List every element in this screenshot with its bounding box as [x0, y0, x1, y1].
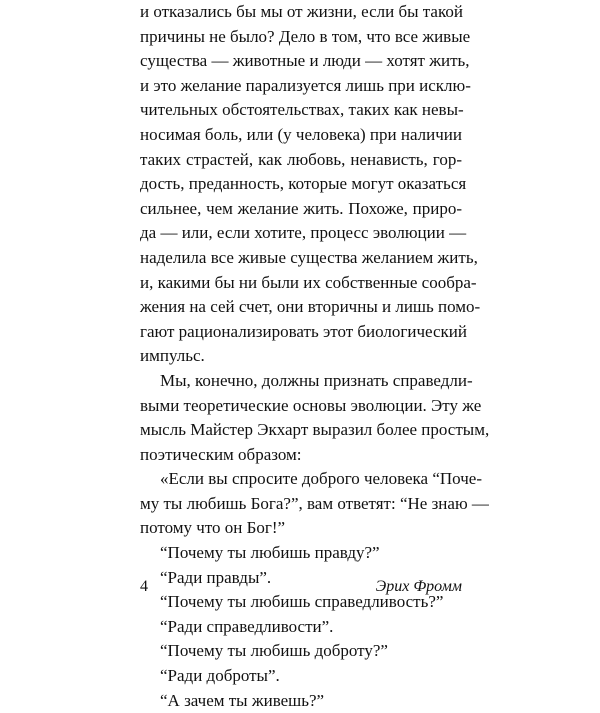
- text-line: и это желание парализуется лишь при исклю-: [140, 75, 471, 95]
- text-line: импульс.: [140, 346, 205, 366]
- text-line: жения на сей счет, они вторичны и лишь помо-: [140, 297, 481, 317]
- page-number: 4: [140, 578, 148, 595]
- dialogue-line: “Почему ты любишь правду?”: [160, 543, 380, 563]
- text-line: существа — животные и люди — хотят жить,: [140, 51, 470, 71]
- text-line: выми теоретические основы эволюции. Эту же: [140, 395, 482, 415]
- dialogue-line: “Почему ты любишь доброту?”: [160, 641, 388, 661]
- book-page: [140, 0, 490, 710]
- text-line: гают рационализировать этот биологический: [140, 321, 467, 341]
- dialogue-line: “Ради справедливости”.: [160, 616, 334, 636]
- dialogue-line: “Ради доброты”.: [160, 666, 280, 686]
- running-title: Эрих Фромм: [375, 578, 462, 595]
- dialogue-line: “Почему ты любишь справедливость?”: [160, 592, 444, 612]
- text-line: наделила все живые существа желанием жить,: [140, 247, 478, 267]
- text-line: и, какими бы ни были их собственные сообра-: [140, 272, 477, 292]
- text-line: Мы, конечно, должны признать справедли-: [160, 370, 473, 390]
- text-line: да — или, если хотите, процесс эволюции —: [140, 223, 467, 243]
- text-line: поэтическим образом:: [140, 444, 302, 464]
- dialogue-line: “А зачем ты живешь?”: [160, 690, 325, 710]
- text-line: носимая боль, или (у человека) при наличии: [140, 124, 462, 144]
- text-line: «Если вы спросите доброго человека “Поче-: [160, 469, 482, 489]
- body-text: [140, 0, 490, 713]
- text-line: му ты любишь Бога?”, вам ответят: “Не знаю —: [140, 493, 489, 513]
- text-line: потому что он Бог!”: [140, 518, 286, 538]
- text-line: мысль Майстер Экхарт выразил более простым,: [140, 420, 490, 440]
- text-line: и отказались бы мы от жизни, если бы такой: [140, 2, 463, 21]
- text-line: причины не было? Дело в том, что все живые: [140, 26, 471, 46]
- dialogue-line: “Ради правды”.: [160, 567, 272, 587]
- text-line: чительных обстоятельствах, таких как невы-: [140, 100, 464, 120]
- text-line: дость, преданность, которые могут оказаться: [140, 174, 467, 194]
- text-line: сильнее, чем желание жить. Похоже, приро-: [140, 198, 462, 218]
- text-line: таких страстей, как любовь, ненависть, гор-: [140, 149, 462, 169]
